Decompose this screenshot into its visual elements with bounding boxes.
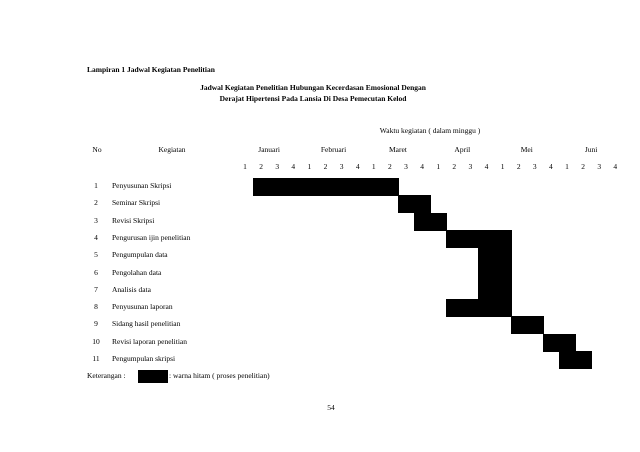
week-number: 2 <box>323 162 328 171</box>
schedule-cell-active <box>462 299 479 317</box>
month-header: Maret <box>388 145 407 154</box>
page-number: 54 <box>327 403 335 412</box>
activity-name: Sidang hasil penelitian <box>112 319 181 329</box>
week-number: 3 <box>532 162 537 171</box>
activity-name: Penyusunan laporan <box>112 302 173 312</box>
row-number: 10 <box>92 336 100 346</box>
schedule-cell-active <box>495 247 512 265</box>
table-title-line1: Jadwal Kegiatan Penelitian Hubungan Kecerdasan Emosional Dengan <box>200 83 426 92</box>
week-number: 4 <box>355 162 360 171</box>
schedule-cell-active <box>511 316 528 334</box>
schedule-cell-active <box>446 230 463 248</box>
week-number: 4 <box>291 162 296 171</box>
week-number: 1 <box>307 162 312 171</box>
week-number: 3 <box>468 162 473 171</box>
row-number: 9 <box>94 319 98 329</box>
legend-black-swatch <box>138 370 168 383</box>
schedule-cell-active <box>269 178 286 196</box>
schedule-cell-active <box>543 334 560 352</box>
week-number: 2 <box>516 162 521 171</box>
activity-name: Revisi laporan penelitian <box>112 336 187 346</box>
schedule-cell-active <box>253 178 270 196</box>
week-number: 3 <box>597 162 602 171</box>
week-number: 3 <box>275 162 280 171</box>
schedule-cell-active <box>430 213 447 231</box>
schedule-cell-active <box>462 230 479 248</box>
schedule-cell-active <box>446 299 463 317</box>
month-header: Mei <box>520 145 533 154</box>
appendix-heading: Lampiran 1 Jadwal Kegiatan Penelitian <box>87 65 215 74</box>
activity-name: Analisis data <box>112 284 151 294</box>
activity-name: Pengumpulan data <box>112 250 168 260</box>
schedule-cell-active <box>478 265 495 283</box>
schedule-cell-active <box>382 178 399 196</box>
schedule-cell-active <box>285 178 302 196</box>
week-number: 1 <box>436 162 441 171</box>
activity-name: Pengolahan data <box>112 267 162 277</box>
schedule-cell-active <box>495 265 512 283</box>
activity-name: Seminar Skripsi <box>112 198 161 208</box>
week-number: 4 <box>549 162 553 171</box>
week-number: 4 <box>420 162 424 171</box>
month-header: April <box>454 145 471 154</box>
schedule-cell-active <box>350 178 367 196</box>
table-title-line2: Derajat Hipertensi Pada Lansia Di Desa Pemecutan Kelod <box>219 94 407 103</box>
activity-name: Pengurusan ijin penelitian <box>112 232 191 242</box>
time-header: Waktu kegiatan ( dalam minggu ) <box>379 126 481 135</box>
row-number: 2 <box>94 198 98 208</box>
week-number: 3 <box>339 162 344 171</box>
week-number: 1 <box>500 162 505 171</box>
week-number: 3 <box>404 162 408 171</box>
schedule-cell-active <box>495 299 512 317</box>
schedule-cell-active <box>478 247 495 265</box>
schedule-cell-active <box>575 351 592 369</box>
activity-name: Pengumpulan skripsi <box>112 354 176 363</box>
legend-text: : warna hitam ( proses penelitian) <box>169 371 270 380</box>
row-number: 11 <box>92 354 100 363</box>
schedule-cell-active <box>495 230 512 248</box>
week-number: 1 <box>371 162 376 171</box>
schedule-cell-active <box>398 195 415 213</box>
schedule-cell-active <box>478 282 495 300</box>
schedule-cell-active <box>414 213 431 231</box>
row-number: 7 <box>94 284 98 294</box>
row-number: 4 <box>94 232 98 242</box>
row-number: 1 <box>94 181 98 190</box>
row-number: 3 <box>94 215 98 225</box>
col-kegiatan-header: Kegiatan <box>158 145 186 154</box>
activity-name: Penyusunan Skripsi <box>112 181 172 190</box>
week-number: 2 <box>259 162 263 171</box>
schedule-cell-active <box>334 178 351 196</box>
col-no-header: No <box>92 145 102 154</box>
schedule-cell-active <box>559 351 576 369</box>
week-number: 2 <box>452 162 457 171</box>
month-header: Juni <box>584 145 598 154</box>
schedule-cell-active <box>559 334 576 352</box>
week-number: 1 <box>243 162 247 171</box>
week-number: 1 <box>565 162 569 171</box>
row-number: 5 <box>94 250 98 260</box>
month-header: Februari <box>320 145 347 154</box>
week-number: 2 <box>388 162 392 171</box>
schedule-cell-active <box>414 195 431 213</box>
schedule-cell-active <box>478 299 495 317</box>
week-number: 4 <box>484 162 489 171</box>
schedule-cell-active <box>317 178 334 196</box>
month-header: Januari <box>258 145 280 154</box>
activity-name: Revisi Skripsi <box>112 215 155 225</box>
schedule-cell-active <box>478 230 495 248</box>
row-number: 6 <box>94 267 98 277</box>
row-number: 8 <box>94 302 98 312</box>
week-number: 2 <box>581 162 585 171</box>
schedule-cell-active <box>366 178 383 196</box>
schedule-cell-active <box>301 178 318 196</box>
schedule-cell-active <box>495 282 512 300</box>
week-number: 4 <box>613 162 618 171</box>
schedule-cell-active <box>527 316 544 334</box>
legend-label: Keterangan : <box>87 371 126 380</box>
